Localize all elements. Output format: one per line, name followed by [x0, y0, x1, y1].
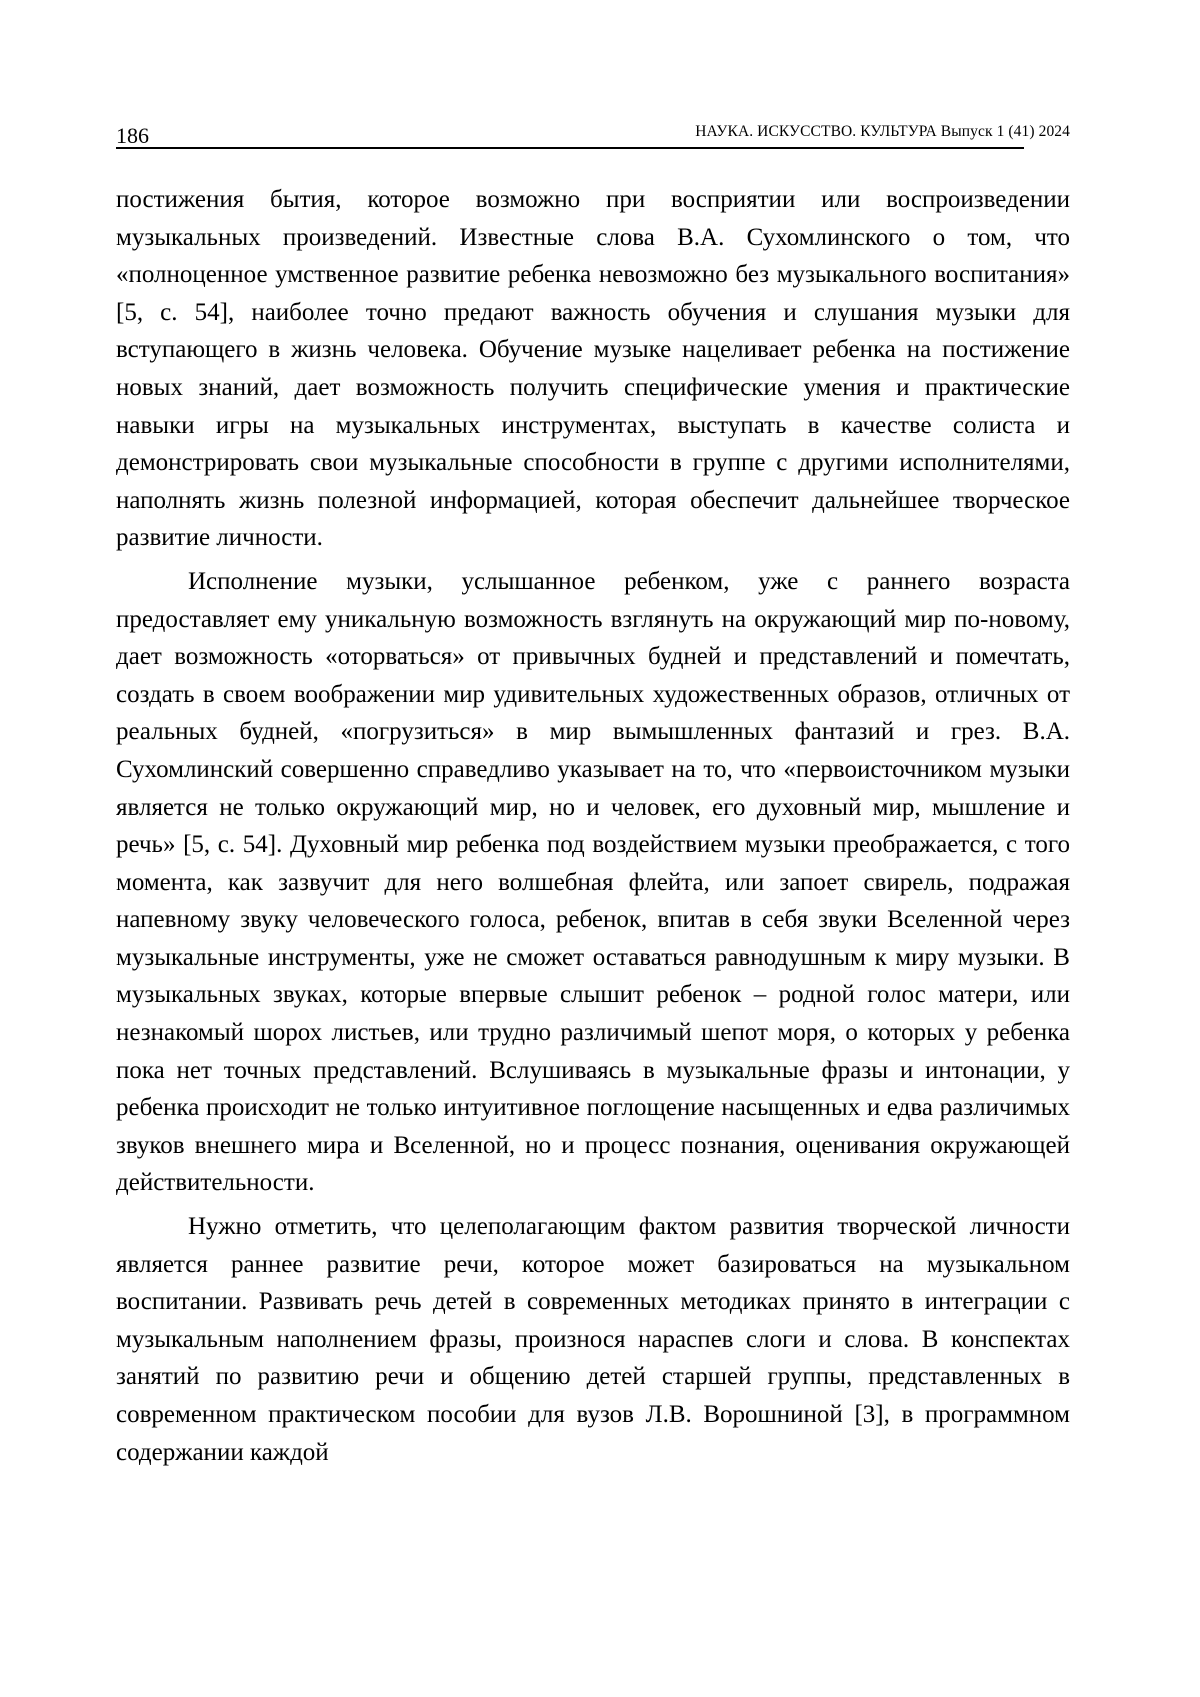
header-rule — [116, 147, 1024, 149]
paragraph-1: постижения бытия, которое возможно при восприятии или воспроизведении музыкальных произведений. Известные слова В.А. Сухомлинского о том, что «полноценное умственное развитие ребенка невозможно без музыкального воспитания» [5, с. 54], наиболее точно предают важность обучения и слушания музыки для вступающего в жизнь человека. Обучение музыке нацеливает ребенка на постижение новых знаний, дает возможность получить специфические умения и практические навыки игры на музыкальных инструментах, выступать в качестве солиста и демонстрировать свои музыкальные способности в группе с другими исполнителями, наполнять жизнь полезной информацией, которая обеспечит дальнейшее творческое развитие личности. — [116, 186, 1070, 552]
page-number: 186 — [116, 123, 149, 148]
page-header — [116, 118, 1070, 146]
paragraph-3: Нужно отметить, что целеполагающим фактом развития творческой личности является раннее развитие речи, которое может базироваться на музыкальном воспитании. Развивать речь детей в современных методиках принято в интеграции с музыкальным наполнением фразы, произнося нараспев слоги и слова. В конспектах занятий по развитию речи и общению детей старшей группы, представленных в современном практическом пособии для вузов Л.В. Ворошниной [3], в программном содержании каждой — [116, 1213, 1070, 1466]
body-text — [116, 181, 1070, 1477]
running-head: НАУКА. ИСКУССТВО. КУЛЬТУРА Выпуск 1 (41) 2024 — [695, 123, 1070, 140]
paragraph-2: Исполнение музыки, услышанное ребенком, уже с раннего возраста предоставляет ему уникальную возможность взглянуть на окружающий мир по-новому, дает возможность «оторваться» от привычных будней и представлений и помечтать, создать в своем воображении мир удивительных художественных образов, отличных от реальных будней, «погрузиться» в мир вымышленных фантазий и грез. В.А. Сухомлинский совершенно справедливо указывает на то, что «первоисточником музыки является не только окружающий мир, но и человек, его духовный мир, мышление и речь» [5, с. 54]. Духовный мир ребенка под воздействием музыки преображается, с того момента, как зазвучит для него волшебная флейта, или запоет свирель, подражая напевному звуку человеческого голоса, ребенок, впитав в себя звуки Вселенной через музыкальные инструменты, уже не сможет оставаться равнодушным к миру музыки. В музыкальных звуках, которые впервые слышит ребенок – родной голос матери, или незнакомый шорох листьев, или трудно различимый шепот моря, о которых у ребенка пока нет точных представлений. Вслушиваясь в музыкальные фразы и интонации, у ребенка происходит не только интуитивное поглощение насыщенных и едва различимых звуков внешнего мира и Вселенной, но и процесс познания, оценивания окружающей действительности. — [116, 567, 1070, 1197]
